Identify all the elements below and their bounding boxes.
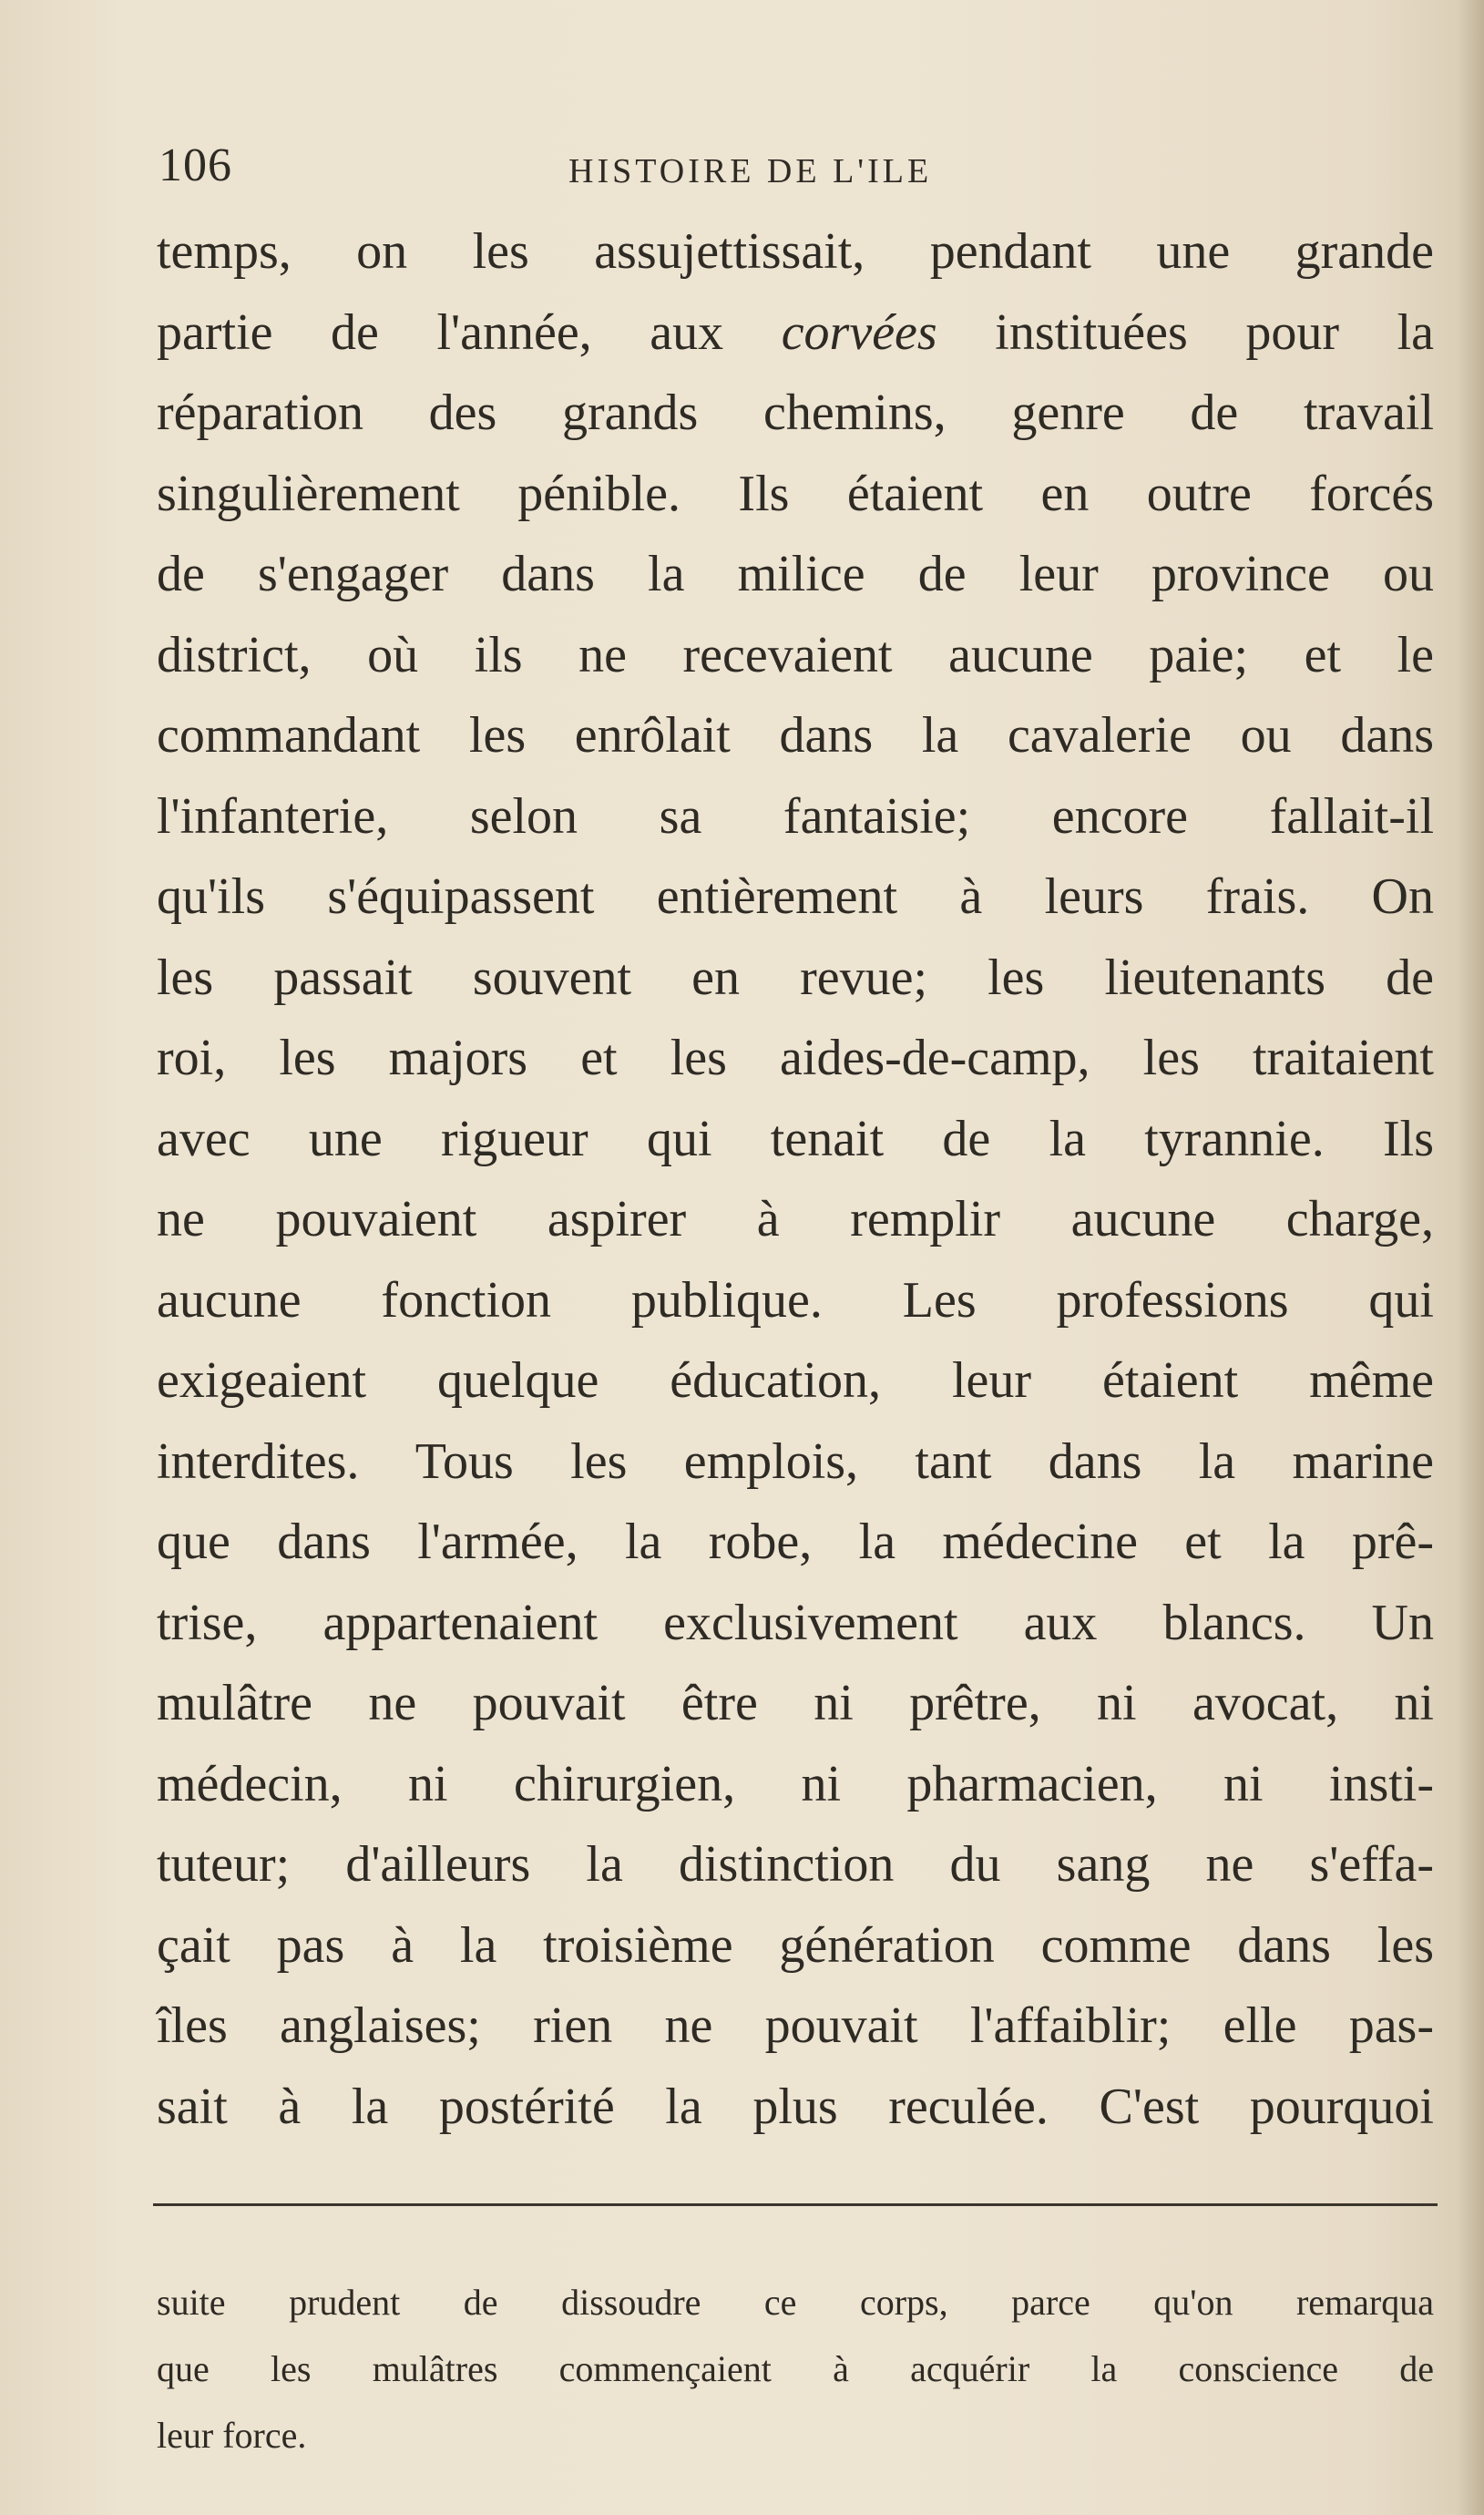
- text-line: îles anglaises; rien ne pouvait l'affaiblir; elle pas-: [157, 1997, 1434, 2054]
- text-line: roi, les majors et les aides-de-camp, les traitaient: [157, 1030, 1434, 1086]
- footnote-line: que les mulâtres commençaient à acquérir la conscience de: [157, 2348, 1434, 2389]
- text-line: sait à la postérité la plus reculée. C'est pourquoi: [157, 2078, 1434, 2135]
- text-line: mulâtre ne pouvait être ni prêtre, ni avocat, ni: [157, 1675, 1434, 1731]
- text-line: exigeaient quelque éducation, leur étaient même: [157, 1352, 1434, 1409]
- page-header: [159, 139, 1434, 193]
- page-number: 106: [159, 139, 232, 191]
- text-line: çait pas à la troisième génération comme dans les: [157, 1916, 1434, 1974]
- text-line: trise, appartenaient exclusivement aux blancs. Un: [157, 1594, 1434, 1651]
- body-text: [157, 211, 1434, 2147]
- text-line: district, où ils ne recevaient aucune paie; et le: [157, 626, 1434, 683]
- footnote-line: leur force.: [157, 2415, 307, 2456]
- text-line: qu'ils s'équipassent entièrement à leurs frais. On: [157, 868, 1434, 925]
- running-head: HISTOIRE DE L'ILE: [568, 152, 933, 190]
- footnote: [157, 2269, 1434, 2469]
- text-line: avec une rigueur qui tenait de la tyrannie. Ils: [157, 1110, 1434, 1167]
- text-line: singulièrement pénible. Ils étaient en outre forcés: [157, 465, 1434, 522]
- text-line: commandant les enrôlait dans la cavalerie ou dans: [157, 707, 1434, 764]
- text-line: de s'engager dans la milice de leur province ou: [157, 546, 1434, 602]
- text-line: aucune fonction publique. Les professions qui: [157, 1271, 1434, 1329]
- text-line: temps, on les assujettissait, pendant une grande: [157, 223, 1434, 280]
- text-line: que dans l'armée, la robe, la médecine et la prê-: [157, 1514, 1434, 1570]
- text-line: interdites. Tous les emplois, tant dans la marine: [157, 1432, 1434, 1490]
- footnote-divider: [153, 2203, 1438, 2206]
- text-line: ne pouvaient aspirer à remplir aucune charge,: [157, 1191, 1434, 1247]
- footnote-line: suite prudent de dissoudre ce corps, parce qu'on remarqua: [157, 2282, 1434, 2323]
- text-line: médecin, ni chirurgien, ni pharmacien, ni insti-: [157, 1755, 1434, 1812]
- text-line: l'infanterie, selon sa fantaisie; encore fallait-il: [157, 787, 1434, 845]
- italic-word: corvées: [781, 303, 937, 361]
- text-line: tuteur; d'ailleurs la distinction du sang ne s'effa-: [157, 1836, 1434, 1893]
- text-line: les passait souvent en revue; les lieutenants de: [157, 949, 1434, 1006]
- text-segment: partie de l'année, aux: [157, 303, 782, 361]
- text-line: [157, 293, 1434, 374]
- text-line: réparation des grands chemins, genre de travail: [157, 385, 1434, 441]
- text-segment: instituées pour la: [936, 303, 1435, 361]
